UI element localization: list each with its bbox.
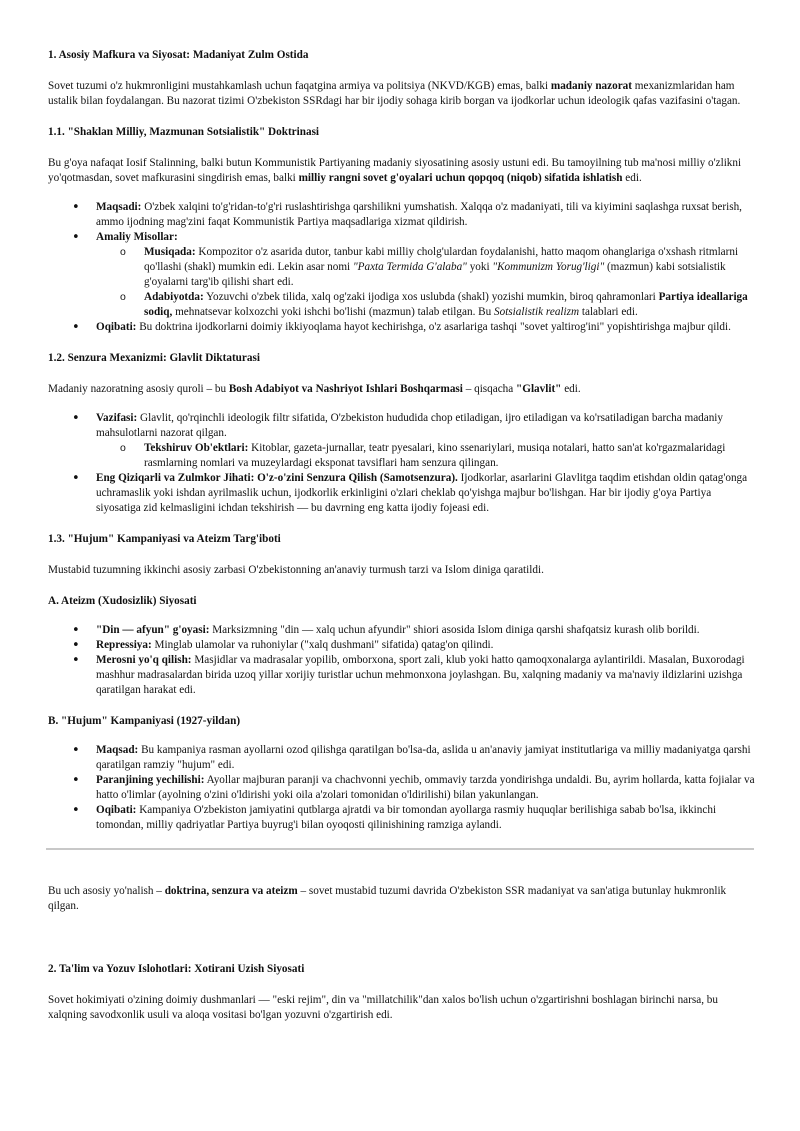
item-text: Kompozitor o'z asarida dutor, tanbur kabi milliy cholg'ulardan foydalanishi, hatto maqom ohanglariga o'xshash ritmlarni qo'llashi (shakl) mumkin edi. Lekin asar nomi [144,246,739,273]
italic-run: "Paxta Termida G'alaba" [352,261,467,273]
section-b-list [48,743,756,833]
item-text: Ijodkorlar, asarlarini Glavlitga taqdim etishdan oldin qatag'onga uchramaslik yoki ishdan ayrilmaslik uchun, ijodkorlik erkinligini o'zlari cheklab qo'yishga majbur bo'lishgan. Har bir ijodiy g'oya Partiya siyosatiga zid kelmasligini ichdan tekshirish — bu davrning eng katta ijodiy fojeasi edi. [96,472,748,514]
bold-run: Bosh Adabiyot va Nashriyot Ishlari Boshqarmasi [228,383,463,395]
list-item [96,411,756,471]
item-text: Kitoblar, gazeta-jurnallar, teatr pyesalari, kino ssenariylari, musiqa notalari, hatto san'at ko'rgazmalaridagi rasmlarning nomlari va muzeylardagi eksponat tavsiflari ham senzura qilingan. [144,442,726,469]
section-1-2-intro [48,382,756,397]
item-label: Merosni yo'q qilish: [96,654,192,666]
list-item [96,743,756,773]
section-1-2-heading: 1.2. Senzura Mexanizmi: Glavlit Diktaturasi [48,352,260,364]
section-b-heading: B. "Hujum" Kampaniyasi (1927-yildan) [48,715,241,727]
section-a-list [48,623,756,698]
bold-run: "Glavlit" [516,383,562,395]
item-label: Maqsadi: [96,201,142,213]
item-label: Oqibati: [96,804,137,816]
section-1-1-intro [48,156,756,186]
section-1-3-intro: Mustabid tuzumning ikkinchi asosiy zarbasi O'zbekistonning an'anaviy turmush tarzi va Islom diniga qaratildi. [48,564,544,576]
text-run: edi. [561,383,581,395]
item-label: Tekshiruv Ob'ektlari: [144,442,249,454]
item-label: Repressiya: [96,639,152,651]
section-2-heading: 2. Ta'lim va Yozuv Islohotlari: Xotirani Uzish Siyosati [48,963,305,975]
list-item [96,803,756,833]
text-run: – sovet mustabid tuzumi davrida O'zbekiston SSR madaniyat va san'atiga butunlay hukmronlik qilgan. [48,885,727,912]
item-label: Oqibati: [96,321,137,333]
item-label: Amaliy Misollar: [96,231,178,243]
item-text: yoki [466,261,493,273]
section-1-3-heading: 1.3. "Hujum" Kampaniyasi va Ateizm Targ'iboti [48,533,281,545]
section-2-intro: Sovet hokimiyati o'zining doimiy dushmanlari — "eski rejim", din va "millatchilik"dan xalos bo'lish uchun o'zgartirishni boshlagan birinchi narsa, bu xalqning savodxonlik usuli va aloqa vositasi bo'lgan yozuvni o'zgartirish edi. [48,994,718,1021]
bold-run: madaniy nazorat [550,80,632,92]
text-run: Madaniy nazoratning asosiy quroli – bu [48,383,229,395]
item-text: mehnatsevar kolxozchi yoki ishchi bo'lishi (mazmun) talab etilgan. Bu [172,306,495,318]
item-text: Minglab ulamolar va ruhoniylar ("xalq dushmani" sifatida) qatag'on qilindi. [151,639,494,651]
list-item [96,638,756,653]
item-text: Masjidlar va madrasalar yopilib, omborxona, sport zali, klub yoki hatto qamoqxonalarga aylantirildi. Masalan, Buxorodagi mashhur madrasalardan birida uzoq yillar xorijiy turistlar uchun mehmonxona joylashgan. Bu, xalqning madaniy va ma'naviy ildizlarini uzishga qaratilgan harakat edi. [96,654,745,696]
item-text: Bu kampaniya rasman ayollarni ozod qilishga qaratilgan bo'lsa-da, aslida u an'anaviy jamiyat institutlariga va milliy madaniyatga qarshi qaratilgan ramziy "hujum" edi. [96,744,751,771]
text-run: mexanizmlaridan ham ustalik bilan foydalangan. Bu nazorat tizimi O'zbekiston SSRdagi har bir ijodiy sohaga kirib borgan va ijodkorlar uchun ideologik qafas vazifasini o'tagan. [48,80,741,107]
item-label: Eng Qiziqarli va Zulmkor Jihati: O'z-o'zini Senzura Qilish (Samotsenzura). [96,472,458,484]
section-1-intro [48,79,756,109]
bold-run: milliy rangni sovet g'oyalari uchun qopqoq (niqob) sifatida ishlatish [298,172,623,184]
section-1-2-list [48,411,756,516]
item-text: Kampaniya O'zbekiston jamiyatini qutblarga ajratdi va bir tomondan ayollarga rasmiy huquqlar berilishiga sabab bo'lsa, ikkinchi tomondan, milliy qadriyatlar Partiya buyrug'i bilan oyoqosti qilinishining ramziga aylandi. [96,804,717,831]
list-item [96,653,756,698]
item-text: (mazmun) kabi sotsialistik g'oyalarni targ'ib qilishi shart edi. [144,261,726,288]
item-label: Paranjining yechilishi: [96,774,205,786]
list-item [96,320,756,335]
item-label: "Din — afyun" g'oyasi: [96,624,210,636]
section-1-1-heading: 1.1. "Shaklan Milliy, Mazmunan Sotsialistik" Doktrinasi [48,126,320,138]
list-item [96,773,756,803]
list-item [96,623,756,638]
text-run: Bu g'oya nafaqat Iosif Stalinning, balki butun Kommunistik Partiyaning madaniy siyosatining asosiy ustuni edi. Bu tamoyilning tub ma'nosi milliy o'zlikni yo'qotmasdan, sovet mafkurasini singdirish emas, balki [48,157,742,184]
italic-run: "Kommunizm Yorug'ligi" [492,261,605,273]
text-run: edi. [622,172,642,184]
item-label: Vazifasi: [96,412,138,424]
list-item [96,200,756,230]
text-run: – qisqacha [462,383,517,395]
text-run: Sovet tuzumi o'z hukmronligini mustahkamlash uchun faqatgina armiya va politsiya (NKVD/KGB) emas, balki [48,80,551,92]
text-run: Bu uch asosiy yo'nalish – [48,885,165,897]
item-text: Marksizmning "din — xalq uchun afyundir" shiori asosida Islom diniga qarshi shafqatsiz kurash olib borildi. [209,624,700,636]
item-label: Adabiyotda: [144,291,204,303]
italic-run: Sotsialistik realizm [494,306,580,318]
item-text: talablari edi. [579,306,638,318]
item-label: Musiqada: [144,246,196,258]
horizontal-divider [46,848,754,850]
item-text: Ayollar majburan paranji va chachvonni yechib, ommaviy tarzda yondirishga undaldi. Bu, ayrim hollarda, katta fojialar va hatto o'limlar (ayolning o'zini o'ldirishi yoki oila a'zolari tomonidan o'ldirilishi) bilan yakunlangan. [96,774,755,801]
document-page [48,48,756,1023]
sub-list-item [144,290,756,320]
bold-run: doktrina, senzura va ateizm [164,885,298,897]
item-text: Glavlit, qo'rqinchli ideologik filtr sifatida, O'zbekiston hududida chop etiladigan, ijro etiladigan va ko'rsatiladigan barcha madaniy mahsulotlarni nazorat qilgan. [96,412,724,439]
item-text: Bu doktrina ijodkorlarni doimiy ikkiyoqlama hayot kechirishga, o'z asarlariga tashqi "sovet yaltirog'ini" yopishtirishga majbur qildi. [136,321,731,333]
sub-list-item [144,441,756,471]
item-text: O'zbek xalqini to'g'ridan-to'g'ri ruslashtirishga qarshilikni yumshatish. Xalqqa o'z madaniyati, tili va kiyimini saqlashga ruxsat berish, ammo ijodning mag'zini faqat Kommunistik Partiya maqsadlariga xizmat qildirish. [96,201,742,228]
item-text: Yozuvchi o'zbek tilida, xalq og'zaki ijodiga xos uslubda (shakl) yozishi mumkin, biroq qahramonlari [203,291,659,303]
summary-paragraph [48,884,756,914]
section-a-heading: A. Ateizm (Xudosizlik) Siyosati [48,595,197,607]
sub-list [96,441,756,471]
list-item [96,230,756,320]
list-item [96,471,756,516]
sub-list [96,245,756,320]
section-1-1-list [48,200,756,335]
sub-list-item [144,245,756,290]
bold-run: Partiya ideallariga sodiq, [144,291,748,318]
item-label: Maqsad: [96,744,139,756]
section-1-heading: 1. Asosiy Mafkura va Siyosat: Madaniyat Zulm Ostida [48,49,309,61]
